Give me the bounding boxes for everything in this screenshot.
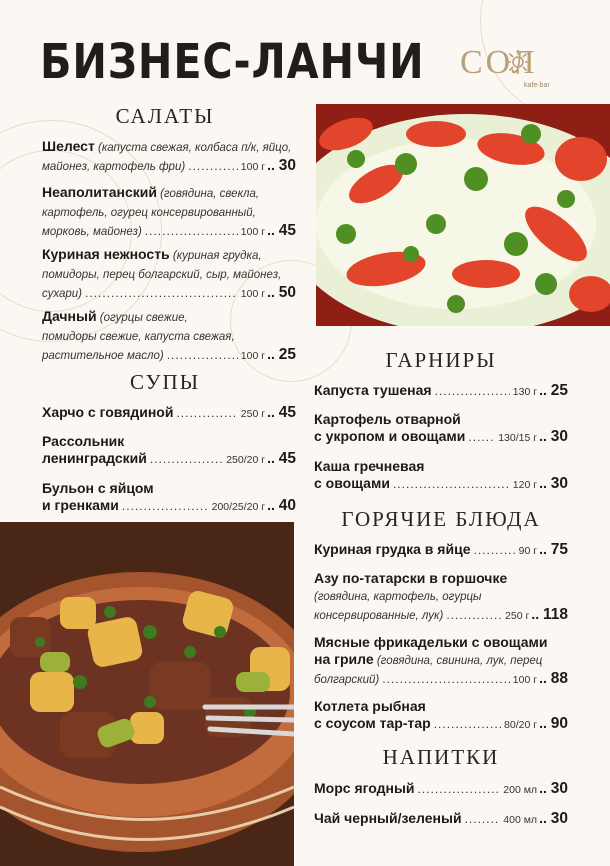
item-price: .. 30: [539, 475, 568, 492]
item-name: Картофель отварной: [314, 411, 461, 427]
item-weight: 100 г: [240, 161, 266, 173]
item-weight: 100 г: [240, 226, 266, 238]
menu-item: [314, 458, 568, 494]
salad-photo: [316, 104, 610, 326]
item-weight: 250 г: [505, 610, 530, 622]
item-description: (капуста свежая, колбаса п/к, яйцо,: [94, 142, 292, 154]
menu-item: [314, 382, 568, 401]
menu-item: [42, 246, 296, 303]
item-price: .. 40: [267, 497, 296, 514]
menu-item: [314, 780, 568, 799]
item-name: Котлета рыбная: [314, 698, 426, 714]
leader-dots: [85, 285, 238, 302]
item-price: .. 25: [267, 346, 296, 363]
menu-item: [314, 411, 568, 447]
item-weight: 250 г: [240, 408, 266, 420]
item-name: Морс ягодный: [314, 780, 415, 796]
item-weight: 250/20 г: [226, 454, 266, 466]
item-name: Чай черный/зеленый: [314, 810, 462, 826]
section-title-soups: СУПЫ: [129, 370, 201, 394]
leader-dots: [176, 405, 237, 422]
item-name: Куриная грудка в яйце: [314, 541, 471, 557]
item-price: .. 45: [267, 222, 296, 239]
leader-dots: [446, 607, 502, 624]
item-price: .. 45: [267, 404, 296, 421]
menu-item: [42, 138, 296, 176]
leader-dots: [145, 223, 238, 240]
leader-dots: [150, 451, 223, 468]
item-description: морковь, майонез): [42, 226, 142, 238]
item-weight: 90 г: [518, 545, 538, 557]
leader-dots: [435, 383, 510, 400]
item-name: Рассольник: [42, 433, 125, 449]
item-name: Азу по-татарски в горшочке: [314, 570, 508, 586]
item-description: сухари): [42, 288, 83, 300]
menu-item: [42, 480, 296, 516]
item-name: Неаполитанский: [42, 184, 157, 200]
item-weight: 100 г: [240, 288, 266, 300]
leader-dots: [167, 347, 238, 364]
item-name: Капуста тушеная: [314, 382, 432, 398]
menu-item: [314, 634, 568, 689]
leader-dots: [188, 158, 238, 175]
leader-dots: [434, 716, 501, 733]
item-name: ленинградский: [42, 450, 147, 466]
item-name: на гриле: [314, 651, 374, 667]
menu-item: [42, 308, 296, 365]
section-title-salads: САЛАТЫ: [115, 104, 215, 128]
item-description: помидоры, перец болгарский, сыр, майонез,: [42, 269, 282, 281]
item-price: .. 90: [539, 715, 568, 732]
item-description: (огурцы свежие,: [96, 312, 188, 324]
item-description: болгарский): [314, 674, 380, 686]
item-description: (говядина, свекла,: [156, 188, 260, 200]
item-weight: 130/15 г: [498, 432, 538, 444]
menu-item: [314, 570, 568, 625]
item-weight: 400 мл: [503, 814, 538, 826]
item-description: помидоры свежие, капуста свежая,: [42, 331, 235, 343]
item-price: .. 25: [539, 382, 568, 399]
item-description: майонез, картофель фри): [42, 161, 186, 173]
item-name: Бульон с яйцом: [42, 480, 154, 496]
section-title-hot-dishes: ГОРЯЧИЕ БЛЮДА: [341, 507, 541, 531]
item-price: .. 88: [539, 670, 568, 687]
item-description: картофель, огурец консервированный,: [42, 207, 256, 219]
item-price: .. 50: [267, 284, 296, 301]
leader-dots: [382, 671, 510, 688]
item-name: Куриная нежность: [42, 246, 170, 262]
logo-text: СОЛ: [460, 44, 538, 81]
item-description: (говядина, свинина, лук, перец: [373, 655, 543, 667]
item-price: .. 118: [531, 606, 568, 623]
item-name: Харчо с говядиной: [42, 404, 174, 420]
item-weight: 200 мл: [503, 784, 538, 796]
item-price: .. 30: [539, 810, 568, 827]
item-name: с укропом и овощами: [314, 428, 466, 444]
item-weight: 100 г: [512, 674, 538, 686]
menu-item: [42, 184, 296, 241]
item-price: .. 30: [539, 780, 568, 797]
item-name: Дачный: [42, 308, 97, 324]
menu-item: [314, 541, 568, 560]
item-price: .. 75: [539, 541, 568, 558]
leader-dots: [473, 542, 515, 559]
item-weight: 120 г: [512, 479, 538, 491]
item-price: .. 30: [267, 157, 296, 174]
stew-photo: [0, 522, 294, 866]
leader-dots: [468, 429, 495, 446]
item-name: и гренками: [42, 497, 119, 513]
item-name: с соусом тар-тар: [314, 715, 431, 731]
item-name: Шелест: [42, 138, 95, 154]
menu-item: [314, 698, 568, 734]
item-description: (куриная грудка,: [169, 250, 262, 262]
menu-item: [314, 810, 568, 829]
logo: [460, 44, 572, 94]
item-weight: 130 г: [512, 386, 538, 398]
sun-icon: [504, 48, 532, 76]
item-weight: 100 г: [240, 350, 266, 362]
item-description: растительное масло): [42, 350, 164, 362]
item-name: Каша гречневая: [314, 458, 425, 474]
menu-item: [42, 404, 296, 423]
section-title-garnishes: ГАРНИРЫ: [385, 348, 497, 372]
item-description: консервированные, лук): [314, 610, 444, 622]
item-weight: 80/20 г: [504, 719, 538, 731]
menu-item: [42, 433, 296, 469]
item-description: (говядина, картофель, огурцы: [314, 591, 482, 603]
logo-subtitle: kafe-bar: [524, 82, 550, 89]
leader-dots: [122, 498, 209, 515]
page-title: БИЗНЕС-ЛАНЧИ: [40, 34, 425, 90]
item-name: Мясные фрикадельки с овощами: [314, 634, 548, 650]
item-price: .. 30: [539, 428, 568, 445]
leader-dots: [465, 811, 501, 828]
item-name: с овощами: [314, 475, 390, 491]
section-title-drinks: НАПИТКИ: [382, 745, 500, 769]
item-price: .. 45: [267, 450, 296, 467]
leader-dots: [418, 781, 501, 798]
item-weight: 200/25/20 г: [211, 501, 266, 513]
leader-dots: [393, 476, 510, 493]
